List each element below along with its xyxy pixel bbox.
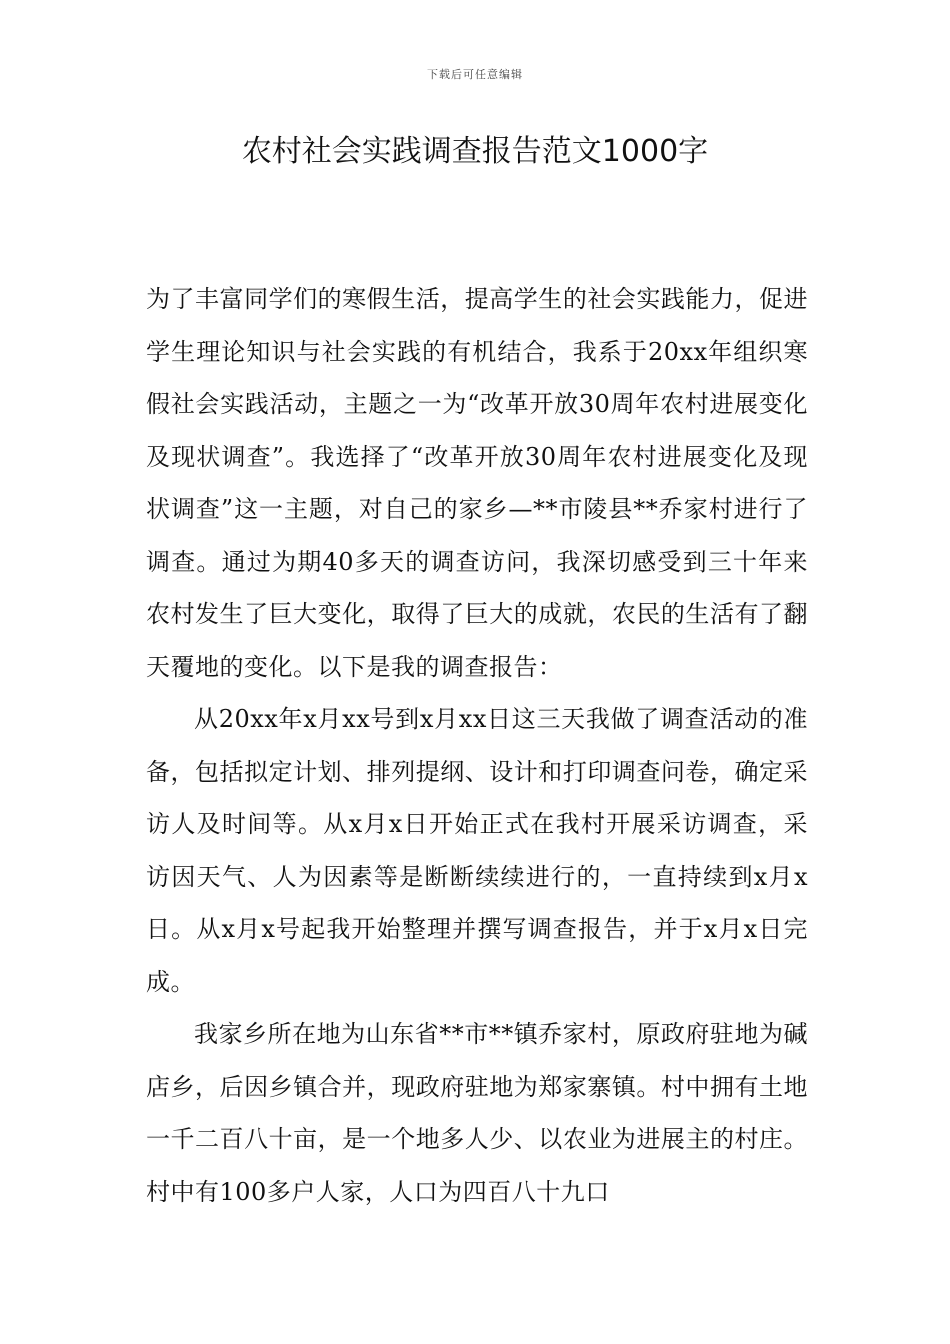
paragraph-hometown: 我家乡所在地为山东省**市**镇乔家村，原政府驻地为碱店乡，后因乡镇合并，现政府驻地为郑家寨镇。村中拥有土地一千二百八十亩，是一个地多人少、以农业为进展主的村庄。村中有100多户人家，人口为四百八十九口 [146,1020,808,1206]
document-title: 农村社会实践调查报告范文1000字 [241,134,709,169]
header-note: 下载后可任意编辑 [427,68,523,81]
paragraph-intro: 为了丰富同学们的寒假生活，提高学生的社会实践能力，促进学生理论知识与社会实践的有机结合，我系于20xx年组织寒假社会实践活动，主题之一为“改革开放30周年农村进展变化及现状调查”。我选择了“改革开放30周年农村进展变化及现状调查”这一主题，对自己的家乡—**市陵县**乔家村进行了调查。通过为期40多天的调查访问，我深切感受到三十年来农村发生了巨大变化，取得了巨大的成就，农民的生活有了翻天覆地的变化。以下是我的调查报告： [146,285,808,681]
document-body [146,273,808,1218]
paragraph-preparation: 从20xx年x月xx号到x月xx日这三天我做了调查活动的准备，包括拟定计划、排列提纲、设计和打印调查问卷，确定采访人及时间等。从x月x日开始正式在我村开展采访调查，采访因天气、人为因素等是断断续续进行的，一直持续到x月x日。从x月x号起我开始整理并撰写调查报告，并于x月x日完成。 [146,705,808,996]
